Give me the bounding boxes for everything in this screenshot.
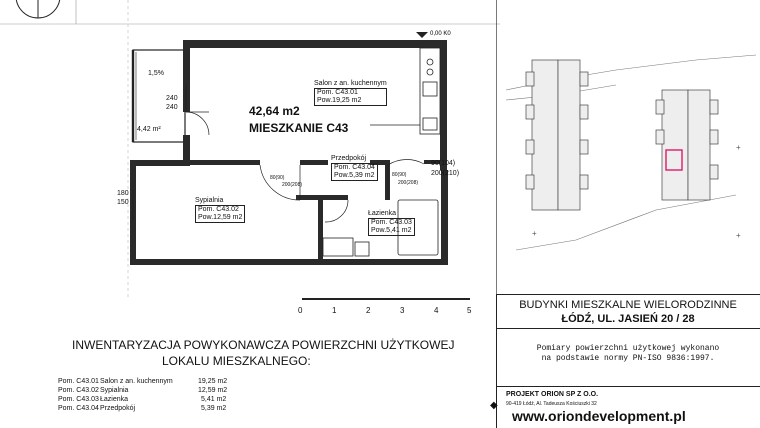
row-area: 12,59 m2 (198, 387, 228, 394)
door-dim-2b: 200(208) (398, 180, 419, 186)
svg-text:+: + (736, 231, 741, 240)
room-name: Salon z an. kuchennym (314, 80, 387, 87)
table-row (58, 377, 238, 386)
scale-tick: 1 (332, 306, 337, 315)
note-line2: na podstawie normy PN-ISO 9836:1997. (541, 354, 715, 363)
building-left (526, 60, 588, 210)
inventory-title1: INWENTARYZACJA POWYKONAWCZA POWIERZCHNI UŻYTKOWEJ (72, 338, 455, 352)
window2-h2: 150 (117, 199, 129, 206)
room-pom: Pom. C43.04 (334, 164, 375, 171)
door-dim-2a: 80(90) (392, 172, 407, 178)
balcony-area: 4,42 m² (137, 126, 161, 133)
room-pow: Pow.12,59 m2 (198, 214, 243, 221)
scale-tick: 3 (400, 306, 405, 315)
room-name: Sypialnia (195, 197, 224, 204)
door-dim-1b: 200(208) (282, 182, 303, 188)
window-symbols (133, 85, 186, 220)
row-pom: Pom. C43.01 (58, 378, 99, 385)
scale-tick: 5 (467, 306, 472, 315)
row-pom: Pom. C43.03 (58, 396, 99, 403)
note-line1: Pomiary powierzchni użytkowej wykonano (536, 344, 720, 353)
row-pom: Pom. C43.04 (58, 405, 99, 412)
logo-mark: ◆ (490, 400, 498, 411)
inventory-title2: LOKALU MIESZKALNEGO: (162, 354, 311, 368)
door-dim-3a: 90(104) (431, 160, 456, 167)
row-area: 19,25 m2 (198, 378, 228, 385)
building-line2: ŁÓDŹ, UL. JASIEŃ 20 / 28 (561, 313, 695, 325)
balcony-window-h1: 240 (166, 95, 178, 102)
room-box (314, 88, 387, 106)
room-sypialnia-label (195, 197, 245, 223)
company-url[interactable]: www.oriondevelopment.pl (512, 408, 686, 424)
row-area: 5,39 m2 (201, 405, 227, 412)
balcony-window-h2: 240 (166, 104, 178, 111)
company-address: 90-419 Łódź, Al. Tadeusza Kościuszki 32 (506, 401, 597, 407)
site-map (496, 0, 760, 300)
building-line1: BUDYNKI MIESZKALNE WIELORODZINNE (519, 299, 737, 311)
svg-text:+: + (736, 143, 741, 152)
divider (496, 294, 760, 295)
scale-bar (302, 298, 470, 300)
floor-plan (0, 0, 500, 300)
scale-tick: 0 (298, 306, 303, 315)
room-pom: Pom. C43.02 (198, 206, 239, 213)
room-przedpokoj-label (331, 155, 378, 181)
room-pow: Pow.5,39 m2 (334, 172, 375, 179)
table-row (58, 395, 238, 404)
room-pom: Pom. C43.03 (371, 219, 412, 226)
row-name: Łazienka (100, 396, 129, 403)
level-mark: 0,00 K0 (430, 31, 451, 37)
table-row (58, 404, 238, 413)
door-dim-1a: 80(90) (270, 175, 285, 181)
row-name: Przedpokój (100, 405, 136, 412)
balcony-slope: 1,5% (148, 70, 164, 77)
divider (496, 328, 760, 329)
row-pom: Pom. C43.02 (58, 387, 99, 394)
inventory-table (58, 377, 238, 413)
room-name: Przedpokój (331, 155, 367, 162)
room-name: Łazienka (368, 210, 397, 217)
scale-tick: 4 (434, 306, 439, 315)
room-salon-label (314, 80, 387, 106)
level-mark-icon (416, 32, 428, 38)
apartment-area: 42,64 m2 (249, 104, 300, 118)
room-pow: Pow.5,41 m2 (371, 227, 412, 234)
room-pom: Pom. C43.01 (317, 89, 358, 96)
company-name: PROJEKT ORION SP Z O.O. (506, 391, 599, 398)
room-box (331, 163, 378, 181)
svg-text:+: + (532, 229, 537, 238)
north-arrow-icon (16, 0, 60, 18)
room-box (195, 205, 245, 223)
door-dim-3b: 200(210) (431, 170, 460, 177)
row-area: 5,41 m2 (201, 396, 227, 403)
room-box (368, 218, 415, 236)
building-right (656, 90, 718, 200)
row-name: Salon z an. kuchennym (100, 378, 173, 385)
divider (496, 386, 760, 387)
row-name: Sypialnia (100, 387, 129, 394)
room-lazienka-label (368, 210, 415, 236)
scale-tick: 2 (366, 306, 371, 315)
apartment-name: MIESZKANIE C43 (249, 121, 349, 135)
window2-h1: 180 (117, 190, 129, 197)
table-row (58, 386, 238, 395)
room-pow: Pow.19,25 m2 (317, 97, 362, 104)
